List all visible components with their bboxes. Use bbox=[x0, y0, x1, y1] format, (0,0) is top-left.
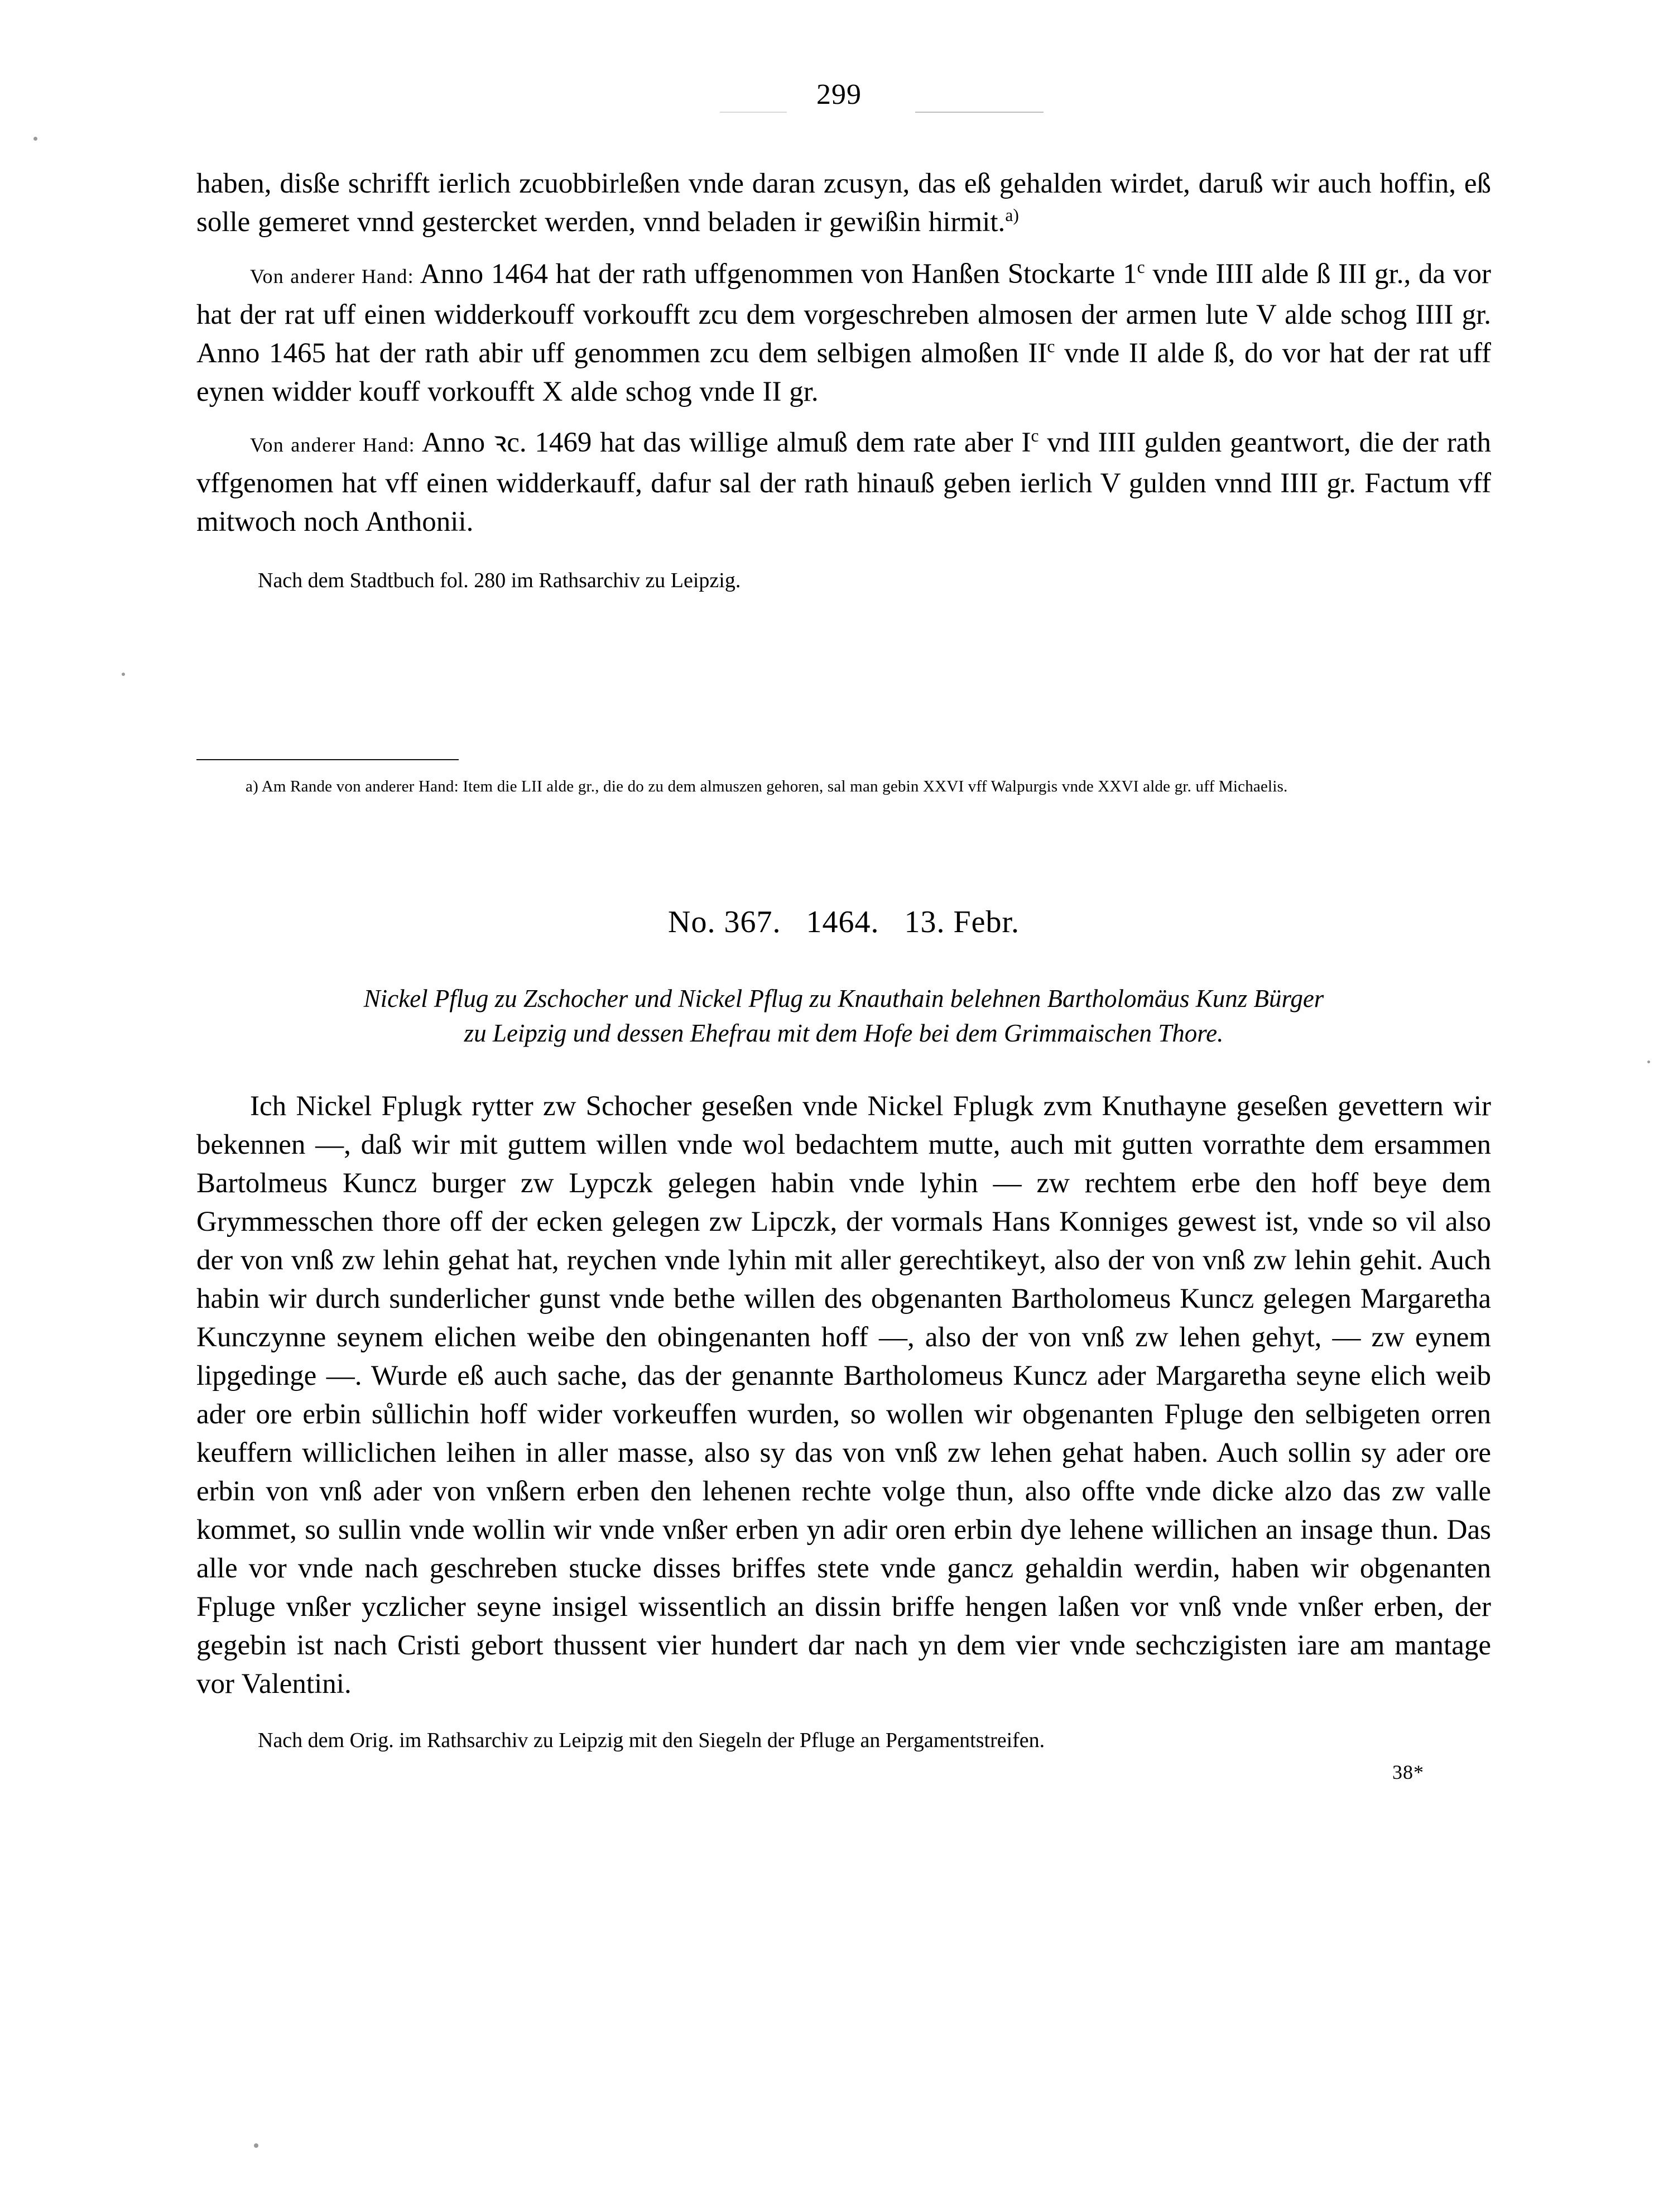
paragraph-continued-2-text-c: vnde II alde ß, do vor hat der rat uff eynen widder kouff vorkoufft X alde schog vnde II gr. bbox=[196, 338, 1491, 407]
superscript-c-3: c bbox=[1031, 426, 1039, 445]
charter-heading: No. 367. 1464. 13. Febr. bbox=[668, 905, 1020, 939]
source-note-charter: Nach dem Orig. im Rathsarchiv zu Leipzig mit den Siegeln der Pfluge an Pergamentstreifen. bbox=[258, 1729, 1045, 1752]
continued-document-block bbox=[196, 165, 1491, 595]
head-rule-left bbox=[720, 112, 787, 113]
paragraph-continued-2-text-b: vnde IIII alde ß III gr., da vor hat der rat uff einen widderkouff vorkoufft zcu dem vorgeschreben almosen der armen lute V alde schog IIII gr. Anno 1465 hat der rath abir uff genommen zcu dem selbigen almoßen II bbox=[196, 258, 1491, 369]
head-rule-right bbox=[915, 112, 1044, 113]
lead-in-von-anderer-hand-1: Von anderer Hand: bbox=[250, 265, 414, 287]
superscript-c-1: c bbox=[1137, 257, 1145, 277]
charter-regest-block bbox=[196, 981, 1491, 1050]
footnote-a: a) Am Rande von anderer Hand: Item die LII alde gr., die do zu dem almuszen gehoren, sal man gebin XXVI vff Walpurgis vnde XXVI alde gr. uff Michaelis. bbox=[246, 778, 1288, 795]
paragraph-continued-1 bbox=[196, 165, 1491, 242]
source-note-stadtbuch: Nach dem Stadtbuch fol. 280 im Rathsarchiv zu Leipzig. bbox=[258, 569, 741, 592]
footnote-block bbox=[196, 759, 1491, 799]
scan-speck bbox=[254, 2143, 258, 2148]
paragraph-continued-1-text: haben, disße schrifft ierlich zcuobbirleßen vnde daran zcusyn, das eß gehalden wirdet, daruß wir auch hoffin, eß solle gemeret vnnd gestercket werden, vnnd beladen ir gewißin hirmit. bbox=[196, 168, 1491, 238]
superscript-c-2: c bbox=[1047, 337, 1055, 356]
paragraph-continued-3 bbox=[196, 424, 1491, 541]
paragraph-continued-3-text-b: vnd IIII gulden geantwort, die der rath vffgenomen hat vff einen widderkauff, dafur sal der rath hinauß geben ierlich V gulden vnnd IIII gr. Factum vff mitwoch noch Anthonii. bbox=[196, 427, 1491, 538]
footnote-separator-rule bbox=[196, 759, 459, 760]
scan-speck bbox=[122, 673, 125, 676]
charter-heading-block bbox=[196, 904, 1491, 940]
paragraph-continued-2-text-a: Anno 1464 hat der rath uffgenommen von Hanßen Stockarte 1 bbox=[414, 258, 1137, 290]
page-number: 299 bbox=[816, 79, 862, 111]
charter-body-text: Ich Nickel Fplugk rytter zw Schocher geseßen vnde Nickel Fplugk zvm Knuthayne geseßen gevettern wir bekennen —, daß wir mit guttem willen vnde wol bedachtem mutte, auch mit gutten vorrathte dem ersammen Bartolmeus Kuncz burger zw Lypczk gelegen habin vnde lyhin — zw rechtem erbe den hoff beye dem Grymmesschen thore off der ecken gelegen zw Lipczk, der vormals Hans Konniges gewest ist, vnde so vil also der von vnß zw lehin gehat hat, reychen vnde lyhin mit aller gerechtikeyt, also der von vnß zw lehin gehit. Auch habin wir durch sunderlicher gunst vnde bethe willen des obgenanten Bartholomeus Kuncz gelegen Margaretha Kunczynne seynem elichen weibe den obingenanten hoff —, also der von vnß zw lehen gehyt, — zw eynem lipgedinge —. Wurde eß auch sache, das der genannte Bartholomeus Kuncz ader Margaretha seyne elich weib ader ore erbin sůllichin hoff wider vorkeuffen wurden, so wollen wir obgenanten Fpluge den selbigeten orren keuffern williclichen leihen in aller masse, also sy das von vnß zw lehen gehat haben. Auch sollin sy ader ore erbin von vnß ader von vnßern erben den lehenen rechte volge thun, also offte vnde dicke alzo das zw valle kommet, so sullin vnde wollin wir vnde vnßer erben yn adir oren erbin dye lehene willichen an insage thun. Das alle vor vnde nach geschreben stucke disses briffes stete vnde gancz gehaldin werdin, haben wir obgenanten Fpluge vnßer yczlicher seyne insigel wissentlich an dissin briffe hengen laßen vor vnß vnde vnßer erben, der gegebin ist nach Cristi gebort thussent vier hundert dar nach yn dem vier vnde sechczigisten iare am mantage vor Valentini. bbox=[196, 1091, 1491, 1700]
regest-line-2: zu Leipzig und dessen Ehefrau mit dem Hofe bei dem Grimmaischen Thore. bbox=[464, 1019, 1224, 1047]
footnote-marker-a: a) bbox=[1005, 205, 1019, 225]
paragraph-continued-3-text-a: Anno ꝛc. 1469 hat das willige almuß dem rate aber I bbox=[415, 427, 1031, 458]
charter-body-block bbox=[196, 1087, 1491, 1784]
regest-line-1: Nickel Pflug zu Zschocher und Nickel Pflug zu Knauthain belehnen Bartholomäus Kunz Bürger bbox=[363, 985, 1324, 1013]
paragraph-continued-2 bbox=[196, 255, 1491, 411]
scan-speck bbox=[33, 137, 37, 141]
scan-speck bbox=[1647, 1061, 1650, 1063]
signature-mark: 38* bbox=[1392, 1761, 1424, 1783]
lead-in-von-anderer-hand-2: Von anderer Hand: bbox=[250, 434, 415, 456]
